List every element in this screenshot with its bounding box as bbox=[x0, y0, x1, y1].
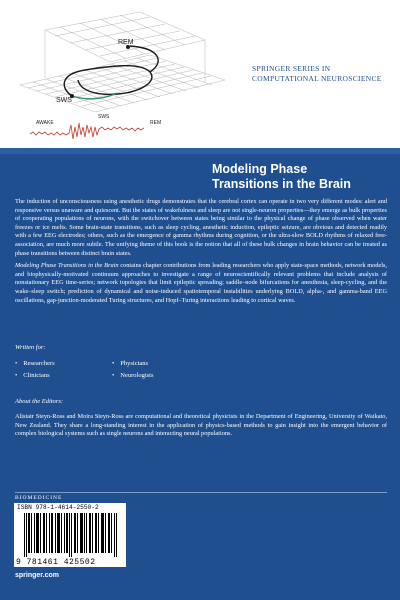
description-paragraph-1: The induction of unconsciousness using anesthetic drugs demonstrates that the cerebral cortex can operate in two very different modes: alert and responsive versus unaware and quiescent. But the states of wakefulness and sleep are not single-neuron properties—they emerge as bulk properties of cooperating populations of neurons, with the switchover between states being similar to the physical change of phase observed when water freezes or ice melts. Some brain-state transitions, such as sleep cycling, anesthetic induction, epileptic seizure, are obvious and detected readily with a few EEG electrodes; others, such as the emergence of gamma rhythms during cognition, or the ultra-slow BOLD rhythms of relaxed free-association, are much more subtle. The unifying theme of this book is the notion that all of these bulk changes in brain behavior can be treated as phase transitions between distinct brain states. bbox=[15, 198, 387, 257]
book-title bbox=[212, 162, 392, 192]
ean-digits: 9 781461 425502 bbox=[16, 558, 96, 567]
audience-column-1 bbox=[15, 358, 55, 382]
description bbox=[15, 198, 387, 309]
sws-label: SWS bbox=[56, 97, 72, 104]
audience-item: • Researchers bbox=[15, 358, 55, 370]
series-name bbox=[252, 64, 392, 84]
series-line-2: COMPUTATIONAL NEUROSCIENCE bbox=[252, 74, 382, 83]
barcode-bars bbox=[24, 513, 119, 557]
eeg-awake-label: AWAKE bbox=[36, 120, 54, 126]
eeg-rem-label: REM bbox=[150, 120, 162, 126]
rem-label: REM bbox=[118, 39, 134, 46]
audience-column-2 bbox=[112, 358, 154, 382]
subject-category: BIOMEDICINE bbox=[15, 495, 63, 501]
title-line-2: Transitions in the Brain bbox=[212, 177, 351, 191]
eeg-sws-label: SWS bbox=[98, 114, 110, 120]
audience-item: • Physicians bbox=[112, 358, 154, 370]
phase-space-illustration bbox=[0, 0, 240, 150]
about-editors-text: Alistair Steyn-Ross and Moira Steyn-Ross are computational and theoretical physicists in the Department of Engineering, University of Waikato, New Zealand. They share a long-standing interest in the application of physics-based methods to gain insight into the emergent behavior of complex biological systems such as single neurons and interacting neural populations. bbox=[15, 413, 387, 438]
publisher-url[interactable]: springer.com bbox=[15, 572, 59, 579]
isbn-text: ISBN 978-1-4614-2550-2 bbox=[17, 504, 99, 511]
series-line-1: SPRINGER SERIES IN bbox=[252, 64, 331, 73]
band-accent-strip bbox=[0, 148, 400, 154]
barcode bbox=[14, 503, 126, 567]
title-line-1: Modeling Phase bbox=[212, 162, 308, 176]
audience-item: • Clinicians bbox=[15, 370, 55, 382]
description-paragraph-2-rest: contains chapter contributions from leading researchers who apply state-space methods, network models, and biophysically-motivated continuum approaches to investigate a range of neuroscientifically relevant problems that include analysis of nonstationary EEG time-series; network topologies that limit epileptic spreading; saddle–node bifurcations for anesthesia, sleep-cycling, and the wake–sleep switch; prediction of dynamical and noise-induced spatiotemporal instabilities underlying BOLD, alpha-, and gamma-band EEG oscillations, gap-junction-moderated Turing structures, and Hopf–Turing interactions leading to cortical waves. bbox=[15, 262, 387, 304]
about-editors-heading: About the Editors: bbox=[15, 398, 64, 405]
description-paragraph-2 bbox=[15, 262, 387, 305]
divider bbox=[15, 492, 387, 493]
book-title-inline: Modeling Phase Transitions in the Brain bbox=[15, 262, 119, 270]
audience-item: • Neurologists bbox=[112, 370, 154, 382]
written-for-heading: Written for: bbox=[15, 344, 46, 351]
